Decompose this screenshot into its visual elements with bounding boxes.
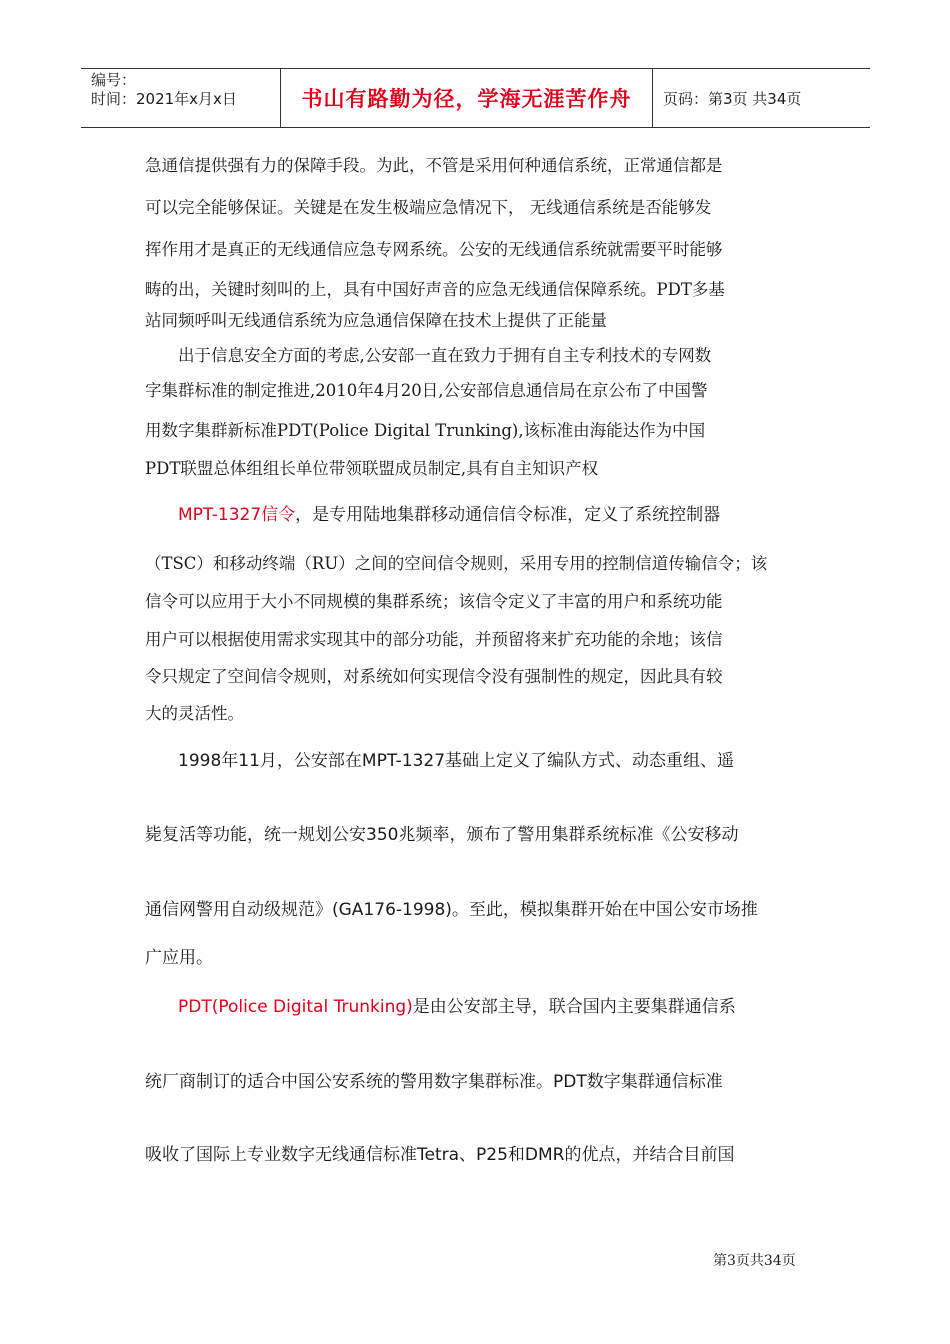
para1-line1: 急通信提供强有力的保障手段。为此，不管是采用何种通信系统，正常通信都是 — [145, 156, 723, 175]
para1-line2: 可以完全能够保证。关键是在发生极端应急情况下， 无线通信系统是否能够发 — [145, 198, 712, 217]
time-label: 时间：2021年x月x日 — [91, 90, 237, 108]
para5-line1 — [145, 992, 815, 1017]
para3-line1-text: ，是专用陆地集群移动通信信令标准，定义了系统控制器 — [295, 505, 721, 525]
para4-line1: 1998年11月，公安部在MPT-1327基础上定义了编队方式、动态重组、遥 — [178, 751, 735, 771]
para1-line4: 畴的出，关键时刻叫的上，具有中国好声音的应急无线通信保障系统。PDT多基 — [145, 280, 725, 299]
para3-line5: 令只规定了空间信令规则，对系统如何实现信令没有强制性的规定，因此具有较 — [145, 667, 723, 686]
para4-line2: 毙复活等功能，统一规划公安350兆频率，颁布了警用集群系统标准《公安移动 — [145, 825, 739, 845]
para5-line3: 吸收了国际上专业数字无线通信标准Tetra、P25和DMR的优点，并结合目前国 — [145, 1145, 735, 1165]
para5-line1-text: 是由公安部主导，联合国内主要集群通信系 — [412, 997, 736, 1017]
header-motto: 书山有路勤为径，学海无涯苦作舟 — [281, 69, 653, 127]
page-footer: 第3页共34页 — [713, 1253, 796, 1269]
mpt1327-link[interactable]: MPT-1327信令 — [178, 505, 296, 525]
para4-line4: 广应用。 — [145, 948, 213, 968]
para3-line1 — [145, 500, 815, 525]
page-header — [81, 68, 870, 128]
header-page-label: 页码：第3页 共34页 — [663, 89, 802, 108]
para3-line2: （TSC）和移动终端（RU）之间的空间信令规则，采用专用的控制信道传输信令；该 — [145, 554, 768, 573]
para3-line6: 大的灵活性。 — [145, 704, 244, 723]
para2-line4: PDT联盟总体组组长单位带领联盟成员制定,具有自主知识产权 — [145, 459, 599, 478]
para2-line3: 用数字集群新标准PDT(Police Digital Trunking),该标准由海能达作为中国 — [145, 421, 706, 440]
para1-line5: 站同频呼叫无线通信系统为应急通信保障在技术上提供了正能量 — [145, 311, 607, 330]
number-label: 编号： — [91, 71, 137, 89]
header-meta — [81, 69, 281, 127]
para4-line3: 通信网警用自动级规范》(GA176-1998)。至此，模拟集群开始在中国公安市场推 — [145, 900, 758, 920]
para1-line3: 挥作用才是真正的无线通信应急专网系统。公安的无线通信系统就需要平时能够 — [145, 240, 723, 259]
para3-line3: 信令可以应用于大小不同规模的集群系统；该信令定义了丰富的用户和系统功能 — [145, 592, 723, 611]
para3-line4: 用户可以根据使用需求实现其中的部分功能，并预留将来扩充功能的余地；该信 — [145, 630, 723, 649]
para2-line2: 字集群标准的制定推进,2010年4月20日,公安部信息通信局在京公布了中国警 — [145, 381, 708, 400]
para5-line2: 统厂商制订的适合中国公安系统的警用数字集群标准。PDT数字集群通信标准 — [145, 1072, 723, 1092]
pdt-link[interactable]: PDT(Police Digital Trunking) — [178, 997, 413, 1017]
para2-line1: 出于信息安全方面的考虑,公安部一直在致力于拥有自主专利技术的专网数 — [178, 346, 712, 365]
